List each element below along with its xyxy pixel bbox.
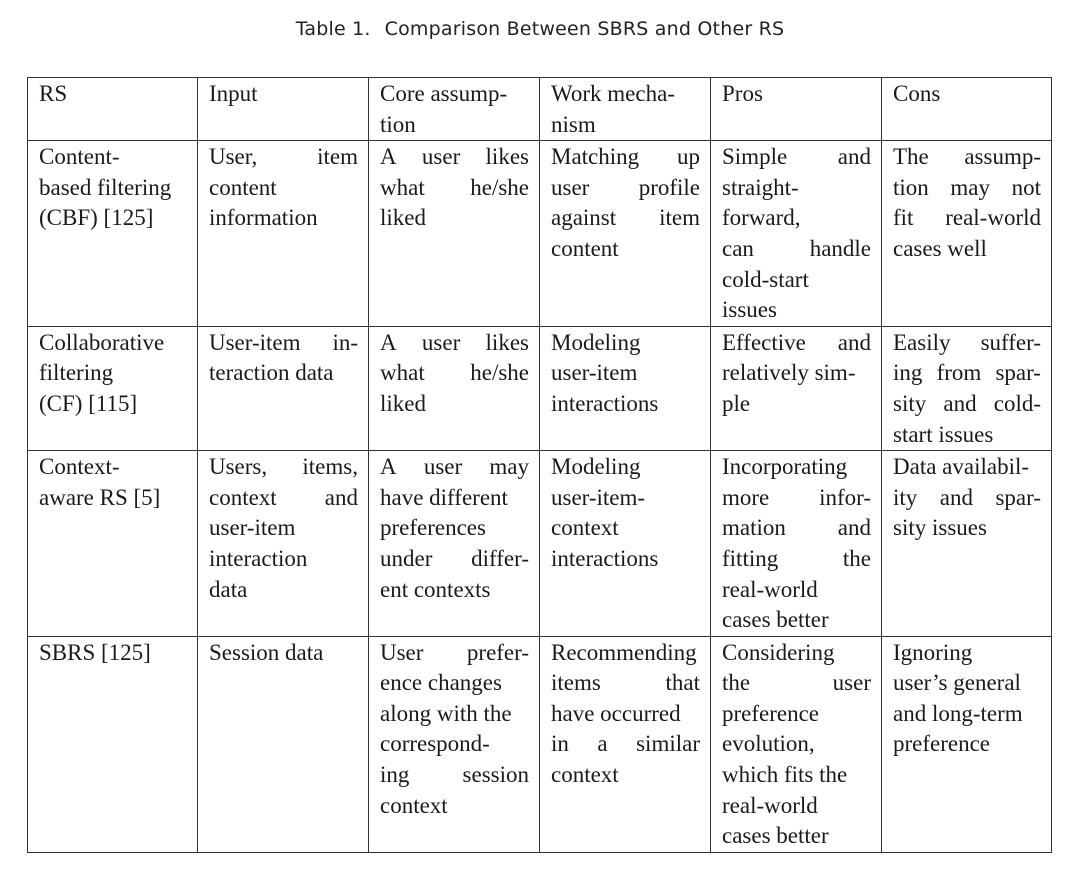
cell-word: The (893, 144, 929, 170)
cell-word: not (1011, 174, 1041, 200)
cell-line: nism (551, 111, 596, 137)
cell-line: interaction (209, 545, 308, 571)
cell-line (380, 358, 529, 389)
cell-line: user-item- (551, 484, 646, 510)
cell-word: spar- (995, 484, 1041, 510)
cell-cons (882, 326, 1052, 450)
cell-word: real-world (945, 205, 1041, 231)
cell-line (380, 638, 529, 669)
cell-word: a (597, 731, 608, 757)
caption-title: Comparison Between SBRS and Other RS (384, 18, 785, 40)
table-header-row (28, 78, 1052, 141)
cell-rs (28, 326, 198, 450)
cell-line: preference (722, 700, 820, 726)
cell-word: infor- (819, 484, 871, 510)
cell-line: Content- (39, 144, 120, 170)
cell-line: Data availabil- (893, 454, 1030, 480)
cell-line: evolution, (722, 731, 815, 757)
cell-word: item (659, 205, 700, 231)
cell-word: and (324, 484, 358, 510)
cell-core-assumption (369, 326, 540, 450)
cell-line (551, 668, 700, 699)
cell-word: assump- (964, 144, 1041, 170)
cell-line: forward, (722, 205, 801, 231)
cell-rs (28, 141, 198, 327)
table-row (28, 326, 1052, 450)
cell-line: filtering (39, 360, 114, 386)
cell-word: Matching (551, 144, 640, 170)
cell-line: information (209, 205, 318, 231)
cell-input (198, 326, 369, 450)
cell-line (722, 513, 871, 544)
cell-word: user (421, 144, 461, 170)
cell-word: and (943, 390, 977, 416)
cell-input (198, 636, 369, 852)
cell-word: User (380, 639, 424, 665)
comparison-table (27, 77, 1052, 853)
cell-line (893, 389, 1041, 420)
cell-word: A (380, 144, 397, 170)
cell-word: the (722, 670, 751, 696)
cell-line: and long-term (893, 700, 1023, 726)
cell-line: Modeling (551, 454, 641, 480)
cell-line (893, 358, 1041, 389)
cell-line: based filtering (39, 174, 172, 200)
cell-line (722, 668, 871, 699)
cell-line (380, 760, 529, 791)
cell-word: in (551, 731, 569, 757)
cell-line: tion (380, 111, 416, 137)
cell-word: spar- (995, 360, 1041, 386)
cell-word: ing (380, 762, 410, 788)
cell-line (209, 328, 358, 359)
cell-word: user (832, 670, 871, 696)
cell-line: Considering (722, 639, 835, 665)
cell-line (551, 173, 700, 204)
cell-line: have occurred (551, 700, 681, 726)
cell-line: Modeling (551, 329, 641, 355)
cell-line: ence changes (380, 670, 502, 696)
cell-line: content (209, 174, 277, 200)
cell-line (551, 203, 700, 234)
cell-word: likes (485, 144, 529, 170)
cell-line: interactions (551, 545, 659, 571)
header-cell-pros (711, 78, 882, 141)
cell-line (893, 173, 1041, 204)
cell-line: cases better (722, 823, 829, 849)
cell-line: real-world (722, 792, 818, 818)
cell-line: ent contexts (380, 576, 491, 602)
cell-word: may (950, 174, 990, 200)
cell-word: prefer- (466, 639, 529, 665)
cell-line: preference (893, 731, 991, 757)
cell-line: context (551, 515, 619, 541)
cell-line: have different (380, 484, 508, 510)
cell-line (551, 142, 700, 173)
cell-line: relatively sim- (722, 360, 856, 386)
cell-cons (882, 451, 1052, 637)
cell-line: which fits the (722, 762, 848, 788)
cell-line: ple (722, 390, 751, 416)
cell-rs (28, 451, 198, 637)
cell-word: profile (638, 174, 700, 200)
cell-line: Input (209, 81, 258, 106)
cell-word: items (551, 670, 601, 696)
cell-word: mation (722, 515, 786, 541)
cell-line (380, 142, 529, 173)
cell-work-mechanism (540, 141, 711, 327)
cell-word: what (380, 174, 425, 200)
header-cell-input (198, 78, 369, 141)
cell-word: he/she (470, 174, 529, 200)
caption-number: Table 1. (295, 18, 371, 40)
cell-line: aware RS [5] (39, 484, 161, 510)
cell-line: cases better (722, 607, 829, 633)
cell-word: what (380, 360, 425, 386)
cell-line: user-item (551, 360, 638, 386)
cell-cons (882, 141, 1052, 327)
cell-line (380, 328, 529, 359)
cell-line (209, 483, 358, 514)
cell-line: data (209, 576, 248, 602)
cell-line: cold-start (722, 266, 809, 292)
cell-word: cold- (993, 390, 1041, 416)
cell-word: likes (485, 329, 529, 355)
cell-line: Work mecha- (551, 81, 675, 106)
cell-word: in- (332, 329, 358, 355)
cell-input (198, 451, 369, 637)
cell-word: fit (893, 205, 914, 231)
cell-work-mechanism (540, 636, 711, 852)
cell-line (380, 452, 529, 483)
cell-work-mechanism (540, 451, 711, 637)
cell-line: straight- (722, 174, 799, 200)
cell-line: start issues (893, 421, 994, 447)
cell-word: A (380, 454, 397, 480)
cell-line: preferences (380, 515, 486, 541)
cell-line (722, 234, 871, 265)
cell-word: and (837, 144, 871, 170)
cell-word: context (209, 484, 277, 510)
cell-pros (711, 141, 882, 327)
cell-line (209, 452, 358, 483)
cell-line (209, 142, 358, 173)
cell-pros (711, 636, 882, 852)
cell-line: correspond- (380, 731, 490, 757)
cell-line (551, 729, 700, 760)
cell-line: cases well (893, 235, 987, 261)
cell-line: context (380, 792, 448, 818)
cell-word: may (489, 454, 529, 480)
cell-word: Easily (893, 329, 951, 355)
cell-word: fitting (722, 545, 779, 571)
cell-word: items, (302, 454, 358, 480)
cell-word: can (722, 235, 754, 261)
comparison-table-body (28, 78, 1052, 853)
cell-line: along with the (380, 700, 512, 726)
cell-line (722, 483, 871, 514)
cell-line (893, 328, 1041, 359)
cell-line: Collaborative (39, 329, 165, 355)
table-row (28, 451, 1052, 637)
cell-word: Users, (209, 454, 268, 480)
cell-rs (28, 636, 198, 852)
cell-line: issues (722, 297, 777, 323)
cell-word: suffer- (980, 329, 1041, 355)
cell-line (893, 142, 1041, 173)
cell-word: User, (209, 144, 258, 170)
cell-line: (CF) [115] (39, 390, 138, 416)
cell-line (722, 328, 871, 359)
cell-word: user (551, 174, 590, 200)
cell-line (722, 142, 871, 173)
cell-word: from (936, 360, 982, 386)
cell-line (722, 544, 871, 575)
cell-cons (882, 636, 1052, 852)
cell-line: real-world (722, 576, 818, 602)
cell-line: teraction data (209, 360, 334, 386)
cell-line (380, 544, 529, 575)
table-row (28, 636, 1052, 852)
cell-word: user (421, 329, 461, 355)
cell-line: Ignoring (893, 639, 973, 665)
cell-core-assumption (369, 636, 540, 852)
cell-word: similar (636, 731, 700, 757)
cell-word: user (423, 454, 463, 480)
cell-line: Context- (39, 454, 120, 480)
cell-word: tion (893, 174, 929, 200)
header-cell-work-mechanism (540, 78, 711, 141)
cell-word: that (665, 670, 700, 696)
cell-word: differ- (471, 545, 529, 571)
cell-line: (CBF) [125] (39, 205, 154, 231)
cell-word: up (677, 144, 700, 170)
cell-word: against (551, 205, 617, 231)
cell-line: sity issues (893, 515, 987, 541)
cell-word: and (837, 329, 871, 355)
cell-word: the (842, 545, 871, 571)
cell-line: Cons (893, 81, 941, 106)
cell-line: SBRS [125] (39, 639, 151, 665)
cell-word: ing (893, 360, 923, 386)
table-caption (0, 18, 1080, 40)
cell-line: Recommending (551, 639, 697, 665)
cell-core-assumption (369, 141, 540, 327)
cell-word: Effective (722, 329, 806, 355)
cell-word: session (462, 762, 529, 788)
cell-word: Simple (722, 144, 788, 170)
cell-word: A (380, 329, 397, 355)
cell-word: item (317, 144, 358, 170)
header-cell-core-assumption (369, 78, 540, 141)
cell-word: handle (809, 235, 871, 261)
cell-line: RS (39, 81, 68, 106)
cell-word: and (837, 515, 871, 541)
cell-word: and (939, 484, 973, 510)
header-cell-cons (882, 78, 1052, 141)
cell-word: User-item (209, 329, 301, 355)
cell-input (198, 141, 369, 327)
cell-line: user’s general (893, 670, 1021, 696)
cell-line: Session data (209, 639, 324, 665)
cell-line: context (551, 762, 619, 788)
cell-line: content (551, 235, 619, 261)
table-row (28, 141, 1052, 327)
cell-word: under (380, 545, 433, 571)
cell-line (893, 483, 1041, 514)
cell-word: more (722, 484, 770, 510)
cell-word: he/she (470, 360, 529, 386)
cell-word: ity (893, 484, 918, 510)
cell-line: interactions (551, 390, 659, 416)
cell-core-assumption (369, 451, 540, 637)
cell-word: sity (893, 390, 927, 416)
cell-line: Incorporating (722, 454, 848, 480)
cell-line (380, 173, 529, 204)
cell-line: Core assump- (380, 81, 508, 106)
cell-line: liked (380, 390, 426, 416)
cell-line: user-item (209, 515, 296, 541)
cell-line: liked (380, 205, 426, 231)
cell-pros (711, 451, 882, 637)
cell-work-mechanism (540, 326, 711, 450)
header-cell-rs (28, 78, 198, 141)
cell-line: Pros (722, 81, 763, 106)
cell-pros (711, 326, 882, 450)
cell-line (893, 203, 1041, 234)
